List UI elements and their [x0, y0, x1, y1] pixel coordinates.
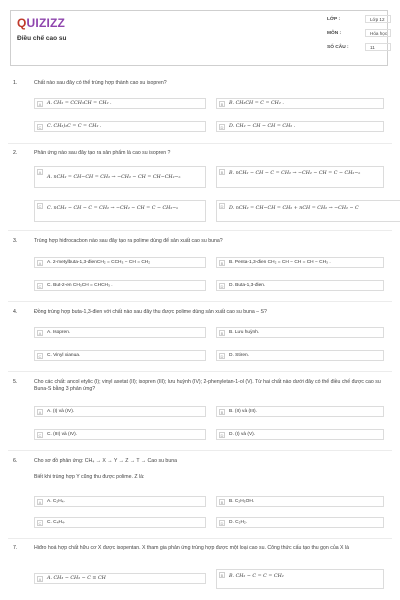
question-text: Cho sơ đồ phản ứng: CH₄ → X → Y → Z → T → Cao su buna — [34, 458, 177, 464]
divider — [8, 450, 392, 451]
question-count-value: 11 — [365, 43, 391, 51]
question-text: Phản ứng nào sau đây tạo ra sản phẩm là cao su isopren ? — [34, 150, 171, 156]
option-b[interactable]: B B. C₂H₅OH. — [216, 496, 384, 507]
option-b[interactable]: B B. CH₂ − C = C = CH₂ — [216, 569, 384, 589]
option-c[interactable]: C C. (III) và (IV). — [34, 429, 206, 440]
page-title: Điều chế cao su — [17, 35, 67, 42]
question-number: 5. — [13, 379, 18, 385]
question-subtext: Biết khi trùng hợp Y cũng thu được polime. Z là: — [34, 474, 145, 480]
divider — [8, 538, 392, 539]
subject-label: MÔN : — [327, 31, 342, 36]
option-d[interactable]: D D. Stiren. — [216, 350, 384, 361]
option-b[interactable]: B B. Lưu huỳnh. — [216, 327, 384, 338]
option-a[interactable]: A A. CH₂ = CCH₃CH = CH₂ . — [34, 98, 206, 109]
option-c[interactable]: C C. But-2-en CH₃CH = CHCH₃ . — [34, 280, 206, 291]
option-a[interactable]: A A. Isopren. — [34, 327, 206, 338]
option-a[interactable]: A A. C₂H₄. — [34, 496, 206, 507]
option-a[interactable]: A A. 2-metylbuta-1,3-đienCH₂ = CCH₃ − CH = CH₂ — [34, 257, 206, 268]
option-d[interactable]: D D. Buta-1,3-đien. — [216, 280, 384, 291]
option-a[interactable]: A A. nCH₂ = CH−CH = CH₂ → −CH₂ − CH = CH−CH₂−ₙ — [34, 166, 206, 188]
divider — [8, 301, 392, 302]
class-label: LỚP : — [327, 17, 341, 22]
option-b[interactable]: B B. nCH₂ − CH − C = CH₂ → −CH₂ − CH = C − CH₂−ₙ — [216, 166, 384, 188]
question-number: 2. — [13, 150, 18, 156]
question-text: Chất nào sau đây có thể trùng hợp thành cao su isopren? — [34, 80, 167, 86]
option-c[interactable]: C C. C₄H₄. — [34, 517, 206, 528]
question-number: 1. — [13, 80, 18, 86]
question-count-label: SỐ CÂU : — [327, 45, 349, 50]
option-d[interactable]: D D. CH₂ − CH − CH = CH₂ . — [216, 121, 384, 132]
divider — [8, 143, 392, 144]
option-d[interactable]: D D. C₂H₂. — [216, 517, 384, 528]
option-b[interactable]: B B. CH₃CH = C = CH₂ . — [216, 98, 384, 109]
option-b[interactable]: B B. (II) và (III). — [216, 406, 384, 417]
option-b[interactable]: B B. Penta-1,3-đien CH₂ = CH − CH = CH − CH₃ . — [216, 257, 384, 268]
quizizz-logo: QUIZIZZ — [17, 16, 66, 30]
option-d[interactable]: D D. nCH₂ = CH−CH = CH₂ + nCH = CH₂ → −CH₂ − C — [216, 200, 400, 222]
question-text: Hiđro hoá hợp chất hữu cơ X được isopentan. X tham gia phản ứng trùng hợp được một loại cao su. Công thức cấu tạo thu gọn của X là — [34, 545, 349, 551]
class-value: Lớp 12 — [365, 15, 391, 23]
option-c[interactable]: C C. CH₃)₂C = C = CH₂ . — [34, 121, 206, 132]
question-number: 4. — [13, 309, 18, 315]
question-text: Cho các chất: ancol etylic (I); vinyl axetat (II); isopren (III); lưu huỳnh (IV); 2-phenyletan-1-ol (V). Từ hai chất nào dưới đây có thể điều chế được cao su Buna-S bằng 3 phản ứng? — [34, 379, 381, 392]
option-d[interactable]: D D. (I) và (V). — [216, 429, 384, 440]
option-a[interactable]: A A. CH₃ − CH₂ − C ≡ CH — [34, 573, 206, 584]
option-c[interactable]: C C. Vinyl xianua. — [34, 350, 206, 361]
question-text: Trùng hợp hiđrocacbon nào sau đây tạo ra polime dùng để sản xuất cao su buna? — [34, 238, 223, 244]
question-number: 3. — [13, 238, 18, 244]
question-number: 7. — [13, 545, 18, 551]
worksheet-header — [10, 10, 388, 66]
option-a[interactable]: A A. (I) và (IV). — [34, 406, 206, 417]
divider — [8, 230, 392, 231]
divider — [8, 371, 392, 372]
question-number: 6. — [13, 458, 18, 464]
question-text: Đồng trùng hợp buta-1,3-đien với chất nào sau đây thu được polime dùng sản xuất cao su buna – S? — [34, 309, 267, 315]
option-c[interactable]: C C. nCH₂ − CH − C = CH₂ → −CH₂ − CH = C − CH₂−ₙ — [34, 200, 206, 222]
subject-value: Hóa học — [365, 29, 391, 37]
